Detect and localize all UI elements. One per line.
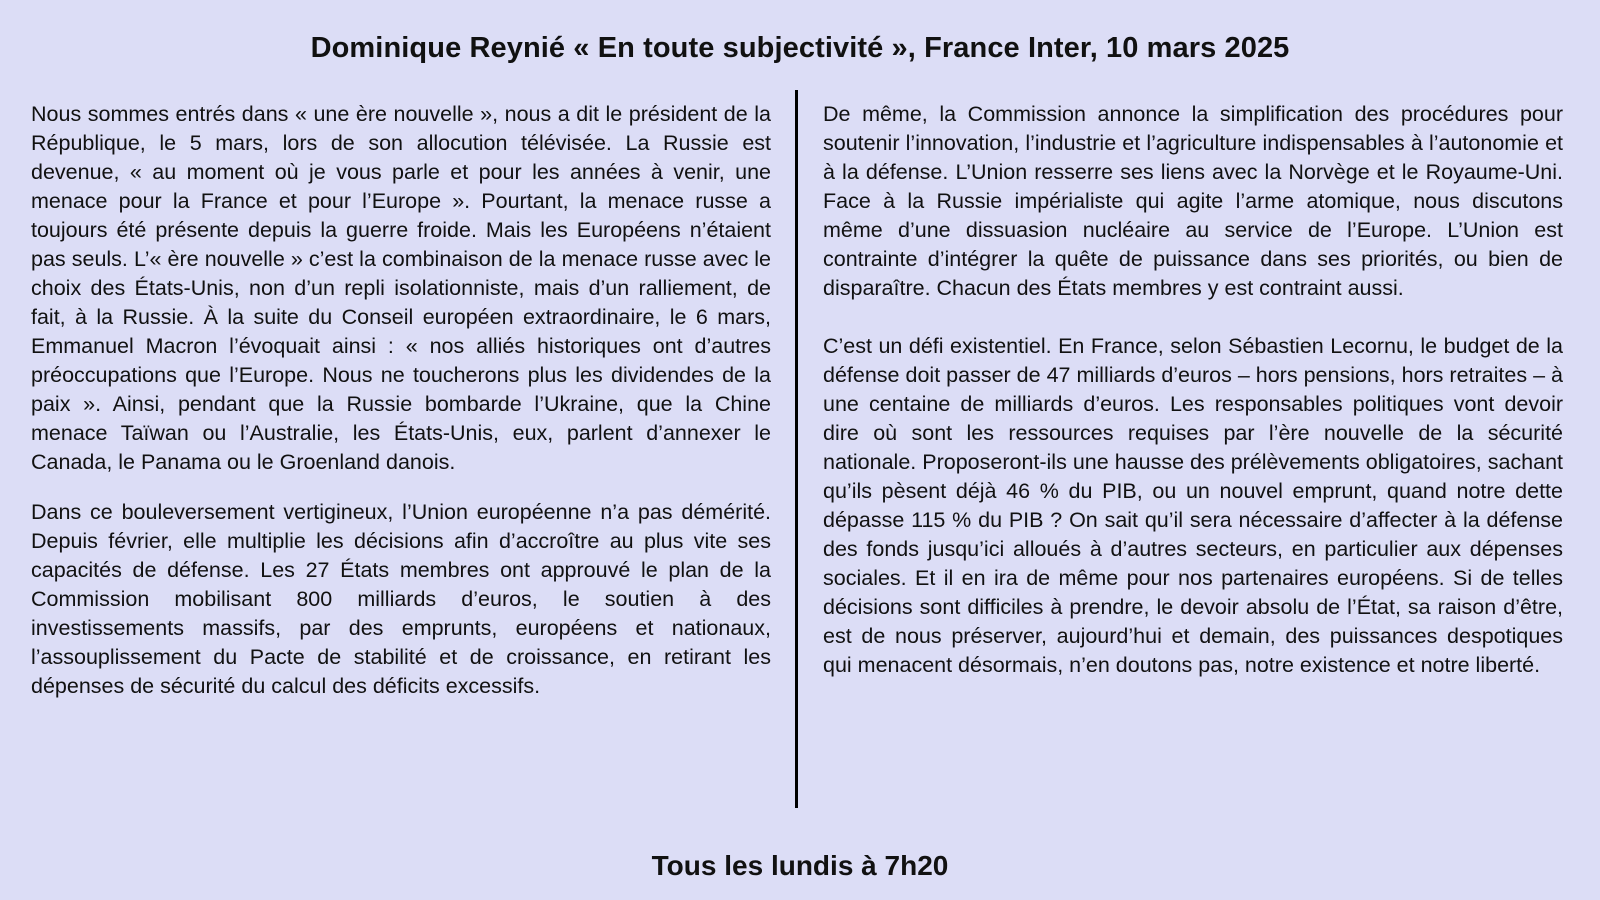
right-column	[823, 100, 1563, 680]
column-divider	[795, 90, 798, 808]
right-paragraph-1: De même, la Commission annonce la simplification des procédures pour soutenir l’innovation, l’industrie et l’agriculture indispensables à l’autonomie et à la défense. L’Union resserre ses liens avec la Norvège et le Royaume-Uni. Face à la Russie impérialiste qui agite l’arme atomique, nous discutons même d’une dissuasion nucléaire au service de l’Europe. L’Union est contrainte d’intégrer la quête de puissance dans ses priorités, ou bien de disparaître. Chacun des États membres y est contraint aussi.	[823, 102, 1563, 300]
footer-schedule: Tous les lundis à 7h20	[651, 850, 949, 881]
page-title: Dominique Reynié « En toute subjectivité », France Inter, 10 mars 2025	[310, 32, 1290, 64]
left-paragraph-2: Dans ce bouleversement vertigineux, l’Union européenne n’a pas démérité. Depuis février, elle multiplie les décisions afin d’accroître au plus vite ses capacités de défense. Les 27 États membres ont approuvé le plan de la Commission mobilisant 800 milliards d’euros, le soutien à des investissements massifs, par des emprunts, européens et nationaux, l’assouplissement du Pacte de stabilité et de croissance, en retirant les dépenses de sécurité du calcul des déficits excessifs.	[31, 500, 771, 698]
right-paragraph-2: C’est un défi existentiel. En France, selon Sébastien Lecornu, le budget de la défense doit passer de 47 milliards d’euros – hors pensions, hors retraites – à une centaine de milliards d’euros. Les responsables politiques vont devoir dire où sont les ressources requises par l’ère nouvelle de la sécurité nationale. Proposeront-ils une hausse des prélèvements obligatoires, sachant qu’ils pèsent déjà 46 % du PIB, ou un nouvel emprunt, quand notre dette dépasse 115 % du PIB ? On sait qu’il sera nécessaire d’affecter à la défense des fonds jusqu’ici alloués à d’autres secteurs, en particulier aux dépenses sociales. Et il en ira de même pour nos partenaires européens. Si de telles décisions sont difficiles à prendre, le devoir absolu de l’État, sa raison d’être, est de nous préserver, aujourd’hui et demain, des puissances despotiques qui menacent désormais, n’en doutons pas, notre existence et notre liberté.	[823, 334, 1563, 677]
left-paragraph-1: Nous sommes entrés dans « une ère nouvelle », nous a dit le président de la République, le 5 mars, lors de son allocution télévisée. La Russie est devenue, « au moment où je vous parle et pour les années à venir, une menace pour la France et pour l’Europe ». Pourtant, la menace russe a toujours été présente depuis la guerre froide. Mais les Européens n’étaient pas seuls. L’« ère nouvelle » c’est la combinaison de la menace russe avec le choix des États-Unis, non d’un repli isolationniste, mais d’un ralliement, de fait, à la Russie. À la suite du Conseil européen extraordinaire, le 6 mars, Emmanuel Macron l’évoquait ainsi : « nos alliés historiques ont d’autres préoccupations que l’Europe. Nous ne toucherons plus les dividendes de la paix ». Ainsi, pendant que la Russie bombarde l’Ukraine, que la Chine menace Taïwan ou l’Australie, les États-Unis, eux, parlent d’annexer le Canada, le Panama ou le Groenland danois.	[31, 102, 771, 474]
left-column	[31, 100, 771, 701]
